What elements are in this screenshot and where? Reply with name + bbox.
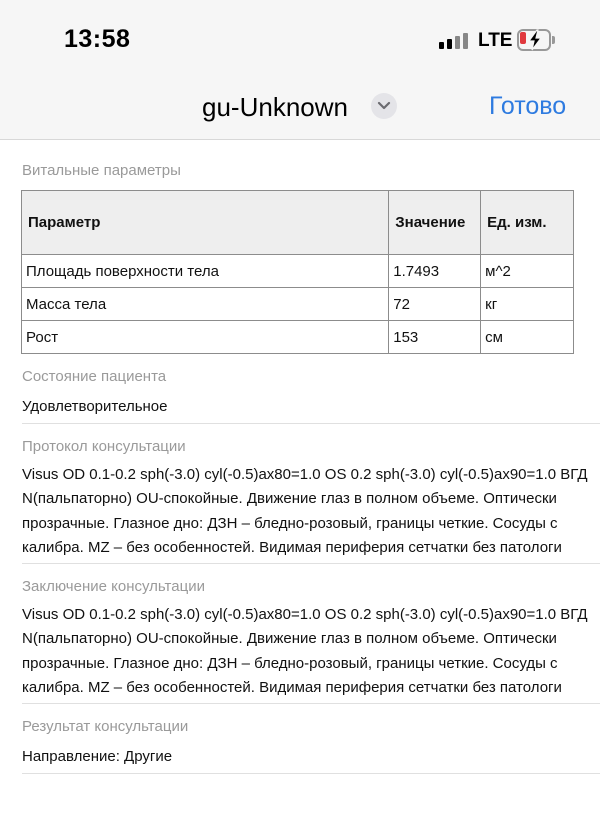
protocol-label: Протокол консультации xyxy=(22,438,186,455)
conclusion-line: прозрачные. Глазное дно: ДЗН – бледно-розовый, границы четкие. Сосуды с xyxy=(22,654,558,672)
header-value: Значение xyxy=(389,191,481,255)
conclusion-label: Заключение консультации xyxy=(22,578,205,595)
divider xyxy=(22,773,600,774)
patient-state-label: Состояние пациента xyxy=(22,368,167,385)
conclusion-line: N(пальпаторно) OU-спокойные. Движение глаз в полном объеме. Оптически xyxy=(22,630,557,648)
cell-unit: см xyxy=(481,321,574,354)
conclusion-line: калибра. MZ – без особенностей. Видимая периферия сетчатки без патологи xyxy=(22,678,562,696)
network-type: LTE xyxy=(478,30,513,51)
page-title: gu-Unknown xyxy=(202,92,348,122)
divider xyxy=(22,703,600,704)
cell-value: 72 xyxy=(389,288,481,321)
cell-unit: м^2 xyxy=(481,255,574,288)
cell-value: 1.7493 xyxy=(389,255,481,288)
cell-unit: кг xyxy=(481,288,574,321)
conclusion-text xyxy=(22,603,600,700)
table-row xyxy=(22,255,574,288)
table-header-row xyxy=(22,191,574,255)
protocol-line: калибра. MZ – без особенностей. Видимая периферия сетчатки без патологи xyxy=(22,538,562,556)
navigation-bar xyxy=(0,80,600,140)
signal-strength-icon xyxy=(439,33,469,49)
header-param: Параметр xyxy=(22,191,389,255)
vitals-table xyxy=(21,190,574,354)
protocol-line: прозрачные. Глазное дно: ДЗН – бледно-розовый, границы четкие. Сосуды с xyxy=(22,514,558,532)
cell-value: 153 xyxy=(389,321,481,354)
result-label: Результат консультации xyxy=(22,718,189,735)
chevron-down-icon[interactable] xyxy=(371,93,397,119)
divider xyxy=(22,423,600,424)
result-value: Направление: Другие xyxy=(22,748,173,765)
cell-param: Площадь поверхности тела xyxy=(22,255,389,288)
battery-icon xyxy=(517,29,555,51)
vitals-section-label: Витальные параметры xyxy=(22,162,181,179)
protocol-text xyxy=(22,463,600,560)
table-row xyxy=(22,288,574,321)
cell-param: Масса тела xyxy=(22,288,389,321)
cell-param: Рост xyxy=(22,321,389,354)
patient-state-value: Удовлетворительное xyxy=(22,398,168,415)
header-unit: Ед. изм. xyxy=(481,191,574,255)
done-button[interactable]: Готово xyxy=(489,92,567,120)
conclusion-line: Visus OD 0.1-0.2 sph(-3.0) cyl(-0.5)ax80=1.0 OS 0.2 sph(-3.0) cyl(-0.5)ax90=1.0 ВГД xyxy=(22,606,588,623)
charging-bolt-icon xyxy=(525,29,545,51)
protocol-line: N(пальпаторно) OU-спокойные. Движение глаз в полном объеме. Оптически xyxy=(22,490,557,508)
status-bar xyxy=(0,0,600,80)
protocol-line: Visus OD 0.1-0.2 sph(-3.0) cyl(-0.5)ax80=1.0 OS 0.2 sph(-3.0) cyl(-0.5)ax90=1.0 ВГД xyxy=(22,466,588,483)
table-row xyxy=(22,321,574,354)
divider xyxy=(22,563,600,564)
status-time: 13:58 xyxy=(64,25,131,53)
